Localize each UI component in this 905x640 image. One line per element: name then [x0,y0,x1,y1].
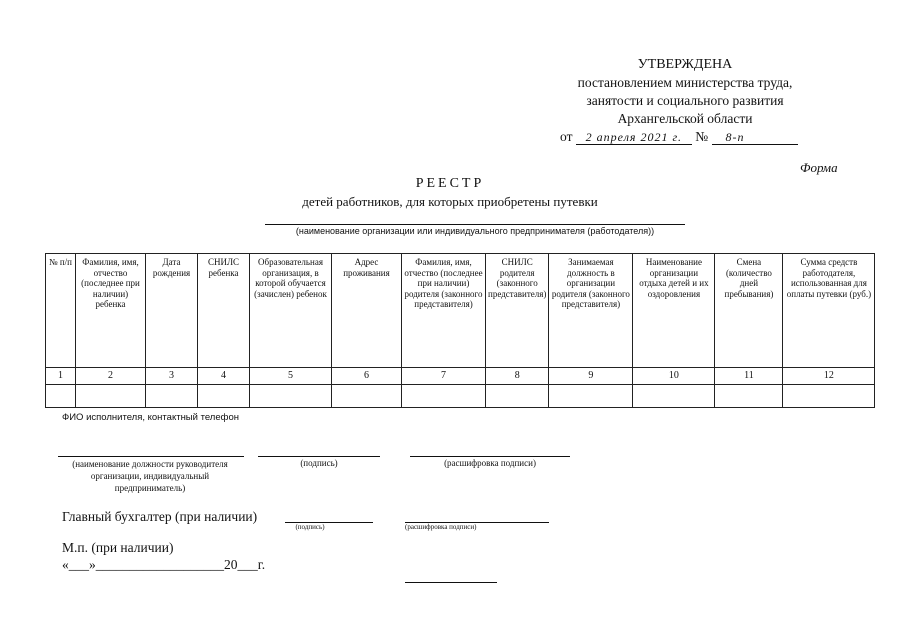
empty-cell [486,385,549,408]
column-number: 11 [715,368,783,385]
header-cell: № п/п [46,254,76,368]
empty-cell [783,385,875,408]
date-fill-line: «___»___________________20___г. [62,557,266,572]
position-line [58,456,244,457]
header-cell: Адрес проживания [332,254,402,368]
empty-cell [402,385,486,408]
header-cell: СНИЛС ребенка [198,254,250,368]
column-number: 10 [633,368,715,385]
empty-cell [146,385,198,408]
stamp-label: М.п. (при наличии) [62,540,174,555]
empty-cell [633,385,715,408]
column-number: 8 [486,368,549,385]
header-cell: Смена (количество дней пребывания) [715,254,783,368]
chief-accountant-label: Главный бухгалтер (при наличии) [62,509,258,524]
registry-table [45,253,875,408]
column-number: 12 [783,368,875,385]
empty-cell [332,385,402,408]
column-number: 2 [76,368,146,385]
document-subtitle: детей работников, для которых приобретены путевки [302,194,598,209]
number-label: № [695,129,709,144]
empty-cell [250,385,332,408]
column-number: 6 [332,368,402,385]
table-header-row [46,254,875,368]
empty-cell [46,385,76,408]
column-number: 7 [402,368,486,385]
position-caption: (наименование должности руководителя организации, индивидуальный предприниматель) [72,459,228,493]
approval-heading: УТВЕРЖДЕНА [637,57,733,72]
column-number: 1 [46,368,76,385]
header-cell: Сумма средств работодателя, использованная для оплаты путевки (руб.) [783,254,875,368]
signature-caption: (подпись) [300,458,338,468]
chief-signature-caption: (подпись) [295,523,325,531]
organization-fill-line [265,224,685,225]
column-number-row [46,368,875,385]
form-label: Форма [800,160,838,175]
header-cell: Дата рождения [146,254,198,368]
approval-line: постановлением министерства труда, [577,75,793,90]
approval-line: занятости и социального развития [586,93,784,108]
decode-line [410,456,570,457]
extra-fill-line [405,582,497,583]
signature-line [258,456,380,457]
header-cell: Фамилия, имя, отчество (последнее при наличии) ребенка [76,254,146,368]
handwritten-number: 8-п [712,130,798,145]
decode-caption: (расшифровка подписи) [444,458,536,468]
from-label: от [560,129,573,144]
empty-cell [198,385,250,408]
organization-caption: (наименование организации или индивидуального предпринимателя (работодателя)) [295,226,655,236]
handwritten-date: 2 апреля 2021 г. [576,130,692,145]
empty-data-row [46,385,875,408]
empty-cell [76,385,146,408]
document-title: РЕЕСТР [415,176,485,191]
header-cell: СНИЛС родителя (законного представителя) [486,254,549,368]
header-cell: Занимаемая должность в организации родителя (законного представителя) [549,254,633,368]
header-cell: Фамилия, имя, отчество (последнее при наличии) родителя (законного представителя) [402,254,486,368]
header-cell: Наименование организации отдыха детей и их оздоровления [633,254,715,368]
empty-cell [549,385,633,408]
column-number: 3 [146,368,198,385]
approval-block [540,56,830,146]
empty-cell [715,385,783,408]
column-number: 5 [250,368,332,385]
approval-date-row [560,128,830,146]
chief-decode-caption: (расшифровка подписи) [405,523,477,531]
column-number: 9 [549,368,633,385]
header-cell: Образовательная организация, в которой обучается (зачислен) ребенок [250,254,332,368]
executor-label: ФИО исполнителя, контактный телефон [62,412,239,423]
approval-line: Архангельской области [617,111,753,126]
column-number: 4 [198,368,250,385]
